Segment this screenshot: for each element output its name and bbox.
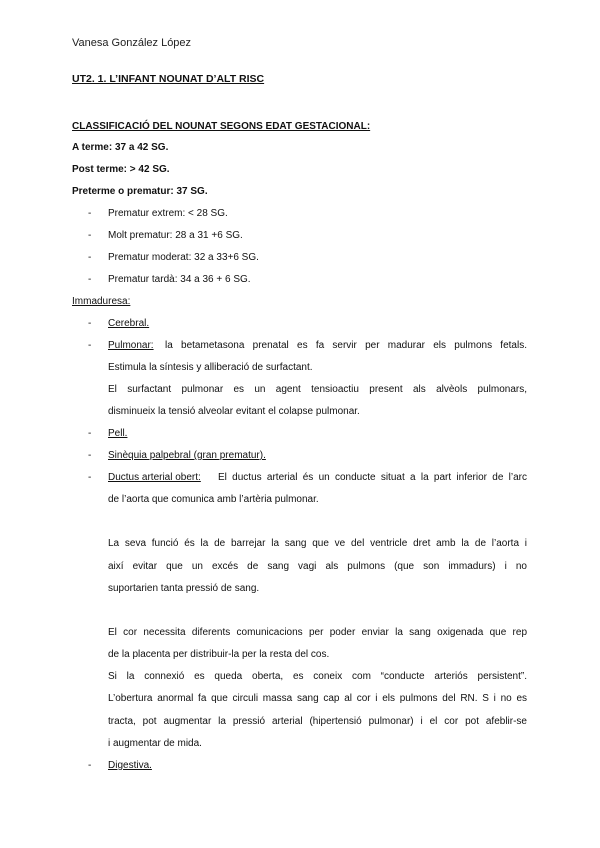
post-terme-line: Post terme: > 42 SG. [72, 164, 170, 175]
cerebral-item: Cerebral. [108, 318, 150, 329]
prematur-item: Prematur tardà: 34 a 36 + 6 SG. [108, 274, 251, 285]
sinequia-item: Sinèquia palpebral (gran prematur). [108, 450, 266, 461]
bullet-dash: - [88, 274, 92, 285]
paragraph-line: tracta, pot augmentar la pressió arterial (hipertensió pulmonar) i el cor pot afeblir-se [108, 716, 527, 727]
paragraph-line: de la placenta per distribuir-la per la resta del cos. [108, 649, 330, 660]
paragraph-line: El cor necessita diferents comunicacions per poder enviar la sang oxigenada que rep [108, 627, 527, 638]
bullet-dash: - [88, 208, 92, 219]
paragraph-line: Si la connexió es queda oberta, es coneix com “conducte arteriós persistent”. [108, 671, 527, 682]
paragraph-line: L’obertura anormal fa que circuli massa sang cap al cor i els pulmons del RN. S i no es [108, 693, 527, 704]
bullet-dash: - [88, 318, 92, 329]
preterme-line: Preterme o prematur: 37 SG. [72, 186, 208, 197]
author-name: Vanesa González López [72, 37, 192, 49]
paragraph-line: i augmentar de mida. [108, 738, 202, 749]
pulmonar-text: El surfactant pulmonar es un agent tensioactiu present als alvèols pulmonars, [108, 384, 527, 395]
bullet-dash: - [88, 472, 92, 483]
pulmonar-text: disminueix la tensió alveolar evitant el colapse pulmonar. [108, 406, 360, 417]
bullet-dash: - [88, 450, 92, 461]
prematur-item: Prematur moderat: 32 a 33+6 SG. [108, 252, 259, 263]
classification-heading: CLASSIFICACIÓ DEL NOUNAT SEGONS EDAT GESTACIONAL: [72, 121, 371, 132]
bullet-dash: - [88, 760, 92, 771]
bullet-dash: - [88, 230, 92, 241]
document-title: UT2. 1. L’INFANT NOUNAT D’ALT RISC [72, 73, 265, 85]
a-terme-line: A terme: 37 a 42 SG. [72, 142, 169, 153]
digestiva-item: Digestiva. [108, 760, 152, 771]
paragraph-line: així evitar que un excés de sang vagi als pulmons (que son immadurs) i no [108, 561, 527, 572]
ductus-text: El ductus arterial és un conducte situat a la part inferior de l’arc [218, 472, 527, 483]
pulmonar-text: la betametasona prenatal es fa servir per madurar els pulmons fetals. [165, 340, 527, 351]
prematur-item: Prematur extrem: < 28 SG. [108, 208, 228, 219]
bullet-dash: - [88, 428, 92, 439]
ductus-label: Ductus arterial obert: [108, 472, 201, 483]
pulmonar-label: Pulmonar: [108, 340, 154, 351]
bullet-dash: - [88, 340, 92, 351]
immaduresa-heading: Immaduresa: [72, 296, 131, 307]
paragraph-line: suportarien tanta pressió de sang. [108, 583, 260, 594]
ductus-text: de l’aorta que comunica amb l’artèria pulmonar. [108, 494, 319, 505]
pulmonar-text: Estimula la síntesis y alliberació de surfactant. [108, 362, 313, 373]
paragraph-line: La seva funció és la de barrejar la sang que ve del ventricle dret amb la de l’aorta i [108, 538, 527, 549]
bullet-dash: - [88, 252, 92, 263]
prematur-item: Molt prematur: 28 a 31 +6 SG. [108, 230, 243, 241]
pell-item: Pell. [108, 428, 128, 439]
